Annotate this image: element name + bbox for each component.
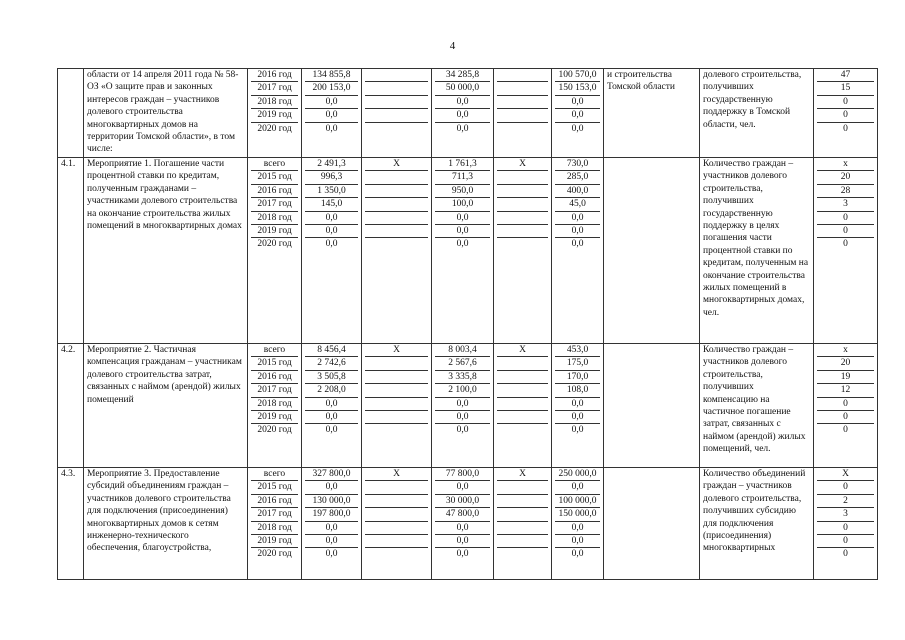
indicator-value-value: 20 — [817, 357, 874, 370]
indicator-value-value: 0 — [817, 481, 874, 494]
indicator-value-value: 3 — [817, 198, 874, 211]
indicator-value-value: 3 — [817, 508, 874, 521]
year-label: 2017 год — [251, 82, 298, 95]
amount-extra-value: 0,0 — [571, 123, 584, 134]
amount-local-value — [497, 109, 548, 122]
amount-extra-value: 0,0 — [571, 549, 584, 560]
indicator-value-value: 0 — [817, 398, 874, 411]
amount-total-value: 0,0 — [325, 123, 338, 134]
indicator — [700, 69, 814, 158]
row-number — [58, 468, 84, 580]
executor — [604, 69, 700, 158]
amount-total-value: 3 505,8 — [305, 371, 358, 384]
amount-extra-value: 0,0 — [555, 411, 600, 424]
amount-local-value — [497, 185, 548, 198]
amount-regional-value: 77 800,0 — [435, 468, 490, 481]
amount-extra-value: 108,0 — [555, 384, 600, 397]
amount-local-value — [497, 225, 548, 238]
amount-total-value: 1 350,0 — [305, 185, 358, 198]
row-number-text: 4.1. — [61, 159, 76, 169]
executor-text: и строительства Томской области — [607, 70, 675, 93]
year-label: 2019 год — [251, 225, 298, 238]
indicator-value-value: 0 — [843, 549, 848, 560]
amount-extra-value: 0,0 — [555, 225, 600, 238]
amount-federal-value — [365, 535, 428, 548]
amount-total-value: 0,0 — [305, 522, 358, 535]
indicator-value-value: 15 — [817, 82, 874, 95]
amount-federal — [362, 69, 432, 158]
amount-total — [302, 69, 362, 158]
amount-extra-value: 100 570,0 — [555, 69, 600, 82]
year-label: 2020 год — [257, 549, 292, 560]
amount-total-value: 2 742,6 — [305, 357, 358, 370]
amount-regional-value: 100,0 — [435, 198, 490, 211]
measure-description — [84, 69, 248, 158]
amount-extra-value: 0,0 — [571, 239, 584, 250]
indicator-value-value: 0 — [817, 535, 874, 548]
amount-total-value: 0,0 — [305, 535, 358, 548]
amount-extra — [552, 344, 604, 468]
amount-local-value — [497, 198, 548, 211]
amount-extra — [552, 158, 604, 344]
amount-regional-value: 950,0 — [435, 185, 490, 198]
amount-extra-value: 0,0 — [555, 522, 600, 535]
amount-total-value: 0,0 — [325, 549, 338, 560]
amount-federal — [362, 158, 432, 344]
amount-local — [494, 468, 552, 580]
amount-regional-value: 0,0 — [435, 535, 490, 548]
amount-regional — [432, 69, 494, 158]
amount-local-value — [497, 424, 548, 436]
year-label: 2017 год — [251, 198, 298, 211]
indicator-value-value: 0 — [843, 123, 848, 134]
amount-federal-value — [365, 548, 428, 560]
amount-local-value — [497, 548, 548, 560]
executor — [604, 158, 700, 344]
amount-total — [302, 158, 362, 344]
amount-local-value — [497, 384, 548, 397]
amount-regional — [432, 158, 494, 344]
amount-total-value: 327 800,0 — [305, 468, 358, 481]
amount-local-value — [497, 411, 548, 424]
indicator-value-value: 0 — [843, 239, 848, 250]
amount-local-value: X — [497, 468, 548, 481]
indicator-value-value: x — [817, 158, 874, 171]
row-number — [58, 344, 84, 468]
amount-total-value: 2 208,0 — [305, 384, 358, 397]
indicator-value-value: 0 — [817, 225, 874, 238]
amount-local-value — [497, 481, 548, 494]
year-label: всего — [251, 344, 298, 357]
amount-regional-value: 30 000,0 — [435, 495, 490, 508]
amount-local-value — [497, 535, 548, 548]
amount-regional-value: 0,0 — [456, 239, 469, 250]
indicator-value-value: 0 — [817, 522, 874, 535]
year-label: 2018 год — [251, 212, 298, 225]
amount-regional-value: 0,0 — [456, 425, 469, 436]
amount-total — [302, 468, 362, 580]
amount-regional-value: 0,0 — [435, 481, 490, 494]
amount-extra-value: 170,0 — [555, 371, 600, 384]
amount-regional-value: 0,0 — [435, 398, 490, 411]
measure-description-text: Мероприятие 2. Частичная компенсация гражданам – участникам долевого строительства затрат, связанных с наймом (арендой) жилых помещений — [87, 345, 242, 405]
amount-total-value: 0,0 — [305, 212, 358, 225]
amount-local-value — [497, 357, 548, 370]
amount-federal-value — [365, 69, 428, 82]
amount-federal-value: X — [365, 468, 428, 481]
amount-extra-value: 150 000,0 — [555, 508, 600, 521]
amount-local-value: X — [497, 344, 548, 357]
amount-extra-value: 285,0 — [555, 171, 600, 184]
measure-description-text: Мероприятие 3. Предоставление субсидий объединениям граждан – участников долевого строительства для подключения (присоединения) многоквартирных домов к сетям инженерно-технического обеспечения, благоустройства, — [87, 469, 231, 554]
year-label: 2015 год — [251, 171, 298, 184]
amount-total-value: 8 456,4 — [305, 344, 358, 357]
amount-total-value: 0,0 — [305, 481, 358, 494]
table-body — [58, 69, 878, 580]
year-label: 2020 год — [257, 123, 292, 134]
year-label: 2016 год — [251, 495, 298, 508]
indicator — [700, 344, 814, 468]
amount-total-value: 197 800,0 — [305, 508, 358, 521]
year-column — [248, 158, 302, 344]
indicator-value-value: X — [817, 468, 874, 481]
amount-extra-value: 730,0 — [555, 158, 600, 171]
indicator-value-value: x — [817, 344, 874, 357]
amount-local-value — [497, 69, 548, 82]
amount-local-value — [497, 238, 548, 250]
amount-extra-value: 0,0 — [555, 535, 600, 548]
amount-extra-value: 0,0 — [571, 425, 584, 436]
year-label: 2016 год — [251, 185, 298, 198]
amount-local-value — [497, 371, 548, 384]
measure-description — [84, 468, 248, 580]
year-column — [248, 468, 302, 580]
amount-extra-value: 100 000,0 — [555, 495, 600, 508]
amount-federal-value — [365, 495, 428, 508]
year-label: всего — [251, 468, 298, 481]
year-label: 2017 год — [251, 508, 298, 521]
amount-total-value: 145,0 — [305, 198, 358, 211]
indicator-value — [814, 468, 878, 580]
table-row — [58, 69, 878, 158]
year-label: всего — [251, 158, 298, 171]
amount-total-value: 0,0 — [325, 425, 338, 436]
amount-federal-value — [365, 123, 428, 135]
amount-regional-value: 1 761,3 — [435, 158, 490, 171]
amount-regional-value: 0,0 — [435, 522, 490, 535]
page-number: 4 — [449, 40, 456, 52]
amount-regional-value: 0,0 — [435, 411, 490, 424]
amount-local-value: X — [497, 158, 548, 171]
amount-regional-value: 8 003,4 — [435, 344, 490, 357]
executor — [604, 468, 700, 580]
year-column — [248, 344, 302, 468]
year-label: 2018 год — [251, 96, 298, 109]
amount-extra-value: 0,0 — [555, 212, 600, 225]
amount-local-value — [497, 171, 548, 184]
indicator — [700, 468, 814, 580]
amount-total-value: 0,0 — [305, 96, 358, 109]
amount-total-value: 200 153,0 — [305, 82, 358, 95]
amount-regional-value: 711,3 — [435, 171, 490, 184]
amount-local-value — [497, 123, 548, 135]
amount-extra-value: 400,0 — [555, 185, 600, 198]
amount-federal-value — [365, 96, 428, 109]
amount-total-value: 130 000,0 — [305, 495, 358, 508]
indicator-value — [814, 158, 878, 344]
amount-regional-value: 2 567,6 — [435, 357, 490, 370]
measure-description-text: области от 14 апреля 2011 года № 58-ОЗ «О защите прав и законных интересов граждан – участников долевого строительства многоквартирных домов на территории Томской области», в том числе: — [87, 70, 239, 155]
amount-federal — [362, 344, 432, 468]
amount-regional-value: 2 100,0 — [435, 384, 490, 397]
indicator-value-value: 0 — [817, 96, 874, 109]
amount-federal-value — [365, 171, 428, 184]
indicator-value-value: 19 — [817, 371, 874, 384]
amount-local-value — [497, 212, 548, 225]
amount-federal-value — [365, 384, 428, 397]
amount-regional-value: 0,0 — [435, 212, 490, 225]
amount-local — [494, 158, 552, 344]
amount-regional-value: 0,0 — [435, 225, 490, 238]
indicator-value-value: 0 — [843, 425, 848, 436]
amount-extra-value: 453,0 — [555, 344, 600, 357]
amount-local-value — [497, 398, 548, 411]
table-row — [58, 158, 878, 344]
year-label: 2016 год — [251, 69, 298, 82]
amount-federal-value — [365, 225, 428, 238]
year-label: 2020 год — [257, 425, 292, 436]
year-label: 2019 год — [251, 411, 298, 424]
amount-local-value — [497, 508, 548, 521]
amount-total-value: 0,0 — [305, 411, 358, 424]
amount-local-value — [497, 82, 548, 95]
amount-total-value: 0,0 — [305, 225, 358, 238]
year-label: 2019 год — [251, 109, 298, 122]
amount-extra-value: 45,0 — [555, 198, 600, 211]
amount-federal-value — [365, 357, 428, 370]
amount-extra — [552, 69, 604, 158]
indicator-text: Количество граждан – участников долевого строительства, получивших государственную поддержку в целях погашения части процентной ставки по кредитам, полученным на окончание строительства жилых помещений в многоквартирных домах, чел. — [703, 159, 809, 318]
table-row — [58, 344, 878, 468]
year-label: 2018 год — [251, 398, 298, 411]
amount-federal-value — [365, 185, 428, 198]
amount-total-value: 996,3 — [305, 171, 358, 184]
amount-regional-value: 0,0 — [435, 96, 490, 109]
amount-regional-value: 0,0 — [456, 123, 469, 134]
amount-federal-value — [365, 212, 428, 225]
indicator — [700, 158, 814, 344]
indicator-value-value: 20 — [817, 171, 874, 184]
table-row — [58, 468, 878, 580]
amount-total-value: 0,0 — [305, 398, 358, 411]
amount-federal-value — [365, 198, 428, 211]
amount-federal-value — [365, 481, 428, 494]
row-number-text: 4.2. — [61, 345, 76, 355]
amount-local-value — [497, 96, 548, 109]
indicator-value-value: 12 — [817, 384, 874, 397]
amount-local — [494, 344, 552, 468]
amount-regional-value: 0,0 — [456, 549, 469, 560]
executor — [604, 344, 700, 468]
amount-total-value: 2 491,3 — [305, 158, 358, 171]
indicator-value — [814, 344, 878, 468]
amount-regional-value: 0,0 — [435, 109, 490, 122]
year-label: 2018 год — [251, 522, 298, 535]
indicator-value-value: 0 — [817, 212, 874, 225]
year-label: 2017 год — [251, 384, 298, 397]
amount-federal-value — [365, 238, 428, 250]
amount-regional-value: 50 000,0 — [435, 82, 490, 95]
amount-extra-value: 0,0 — [555, 398, 600, 411]
year-label: 2015 год — [251, 357, 298, 370]
amount-local-value — [497, 495, 548, 508]
amount-extra-value: 175,0 — [555, 357, 600, 370]
amount-federal-value — [365, 371, 428, 384]
amount-federal — [362, 468, 432, 580]
amount-federal-value: X — [365, 158, 428, 171]
indicator-value — [814, 69, 878, 158]
amount-federal-value — [365, 109, 428, 122]
indicator-value-value: 0 — [817, 109, 874, 122]
amount-federal-value — [365, 398, 428, 411]
amount-regional-value: 34 285,8 — [435, 69, 490, 82]
amount-regional-value: 3 335,8 — [435, 371, 490, 384]
amount-regional — [432, 468, 494, 580]
measure-description-text: Мероприятие 1. Погашение части процентной ставки по кредитам, полученным гражданами – участниками долевого строительства на окончание строительства жилых помещений в многоквартирных домах — [87, 159, 242, 232]
amount-regional-value: 47 800,0 — [435, 508, 490, 521]
indicator-text: Количество граждан – участников долевого строительства, получивших компенсацию на частичное погашение затрат, связанных с наймом (арендой) жилых помещений, чел. — [703, 345, 806, 455]
indicator-value-value: 2 — [817, 495, 874, 508]
amount-total-value: 0,0 — [325, 239, 338, 250]
amount-federal-value — [365, 82, 428, 95]
measure-description — [84, 158, 248, 344]
amount-regional — [432, 344, 494, 468]
amount-local-value — [497, 522, 548, 535]
row-number — [58, 158, 84, 344]
amount-federal-value — [365, 508, 428, 521]
year-label: 2020 год — [257, 239, 292, 250]
amount-total-value: 0,0 — [305, 109, 358, 122]
amount-federal-value — [365, 522, 428, 535]
amount-extra-value: 0,0 — [555, 109, 600, 122]
row-number — [58, 69, 84, 158]
amount-total — [302, 344, 362, 468]
indicator-value-value: 28 — [817, 185, 874, 198]
amount-extra-value: 150 153,0 — [555, 82, 600, 95]
amount-extra-value: 0,0 — [555, 96, 600, 109]
amount-total-value: 134 855,8 — [305, 69, 358, 82]
program-table — [57, 68, 878, 580]
measure-description — [84, 344, 248, 468]
year-label: 2019 год — [251, 535, 298, 548]
year-label: 2016 год — [251, 371, 298, 384]
indicator-text: Количество объединений граждан – участников долевого строительства, получивших субсидию для подключения (присоединения) многоквартирных — [703, 469, 806, 554]
amount-federal-value: X — [365, 344, 428, 357]
year-label: 2015 год — [251, 481, 298, 494]
year-column — [248, 69, 302, 158]
amount-federal-value — [365, 411, 428, 424]
amount-federal-value — [365, 424, 428, 436]
amount-local — [494, 69, 552, 158]
amount-extra-value: 250 000,0 — [555, 468, 600, 481]
amount-extra — [552, 468, 604, 580]
amount-extra-value: 0,0 — [555, 481, 600, 494]
indicator-value-value: 0 — [817, 411, 874, 424]
indicator-text: долевого строительства, получивших государственную поддержку в Томской области, чел. — [703, 70, 802, 130]
indicator-value-value: 47 — [817, 69, 874, 82]
row-number-text: 4.3. — [61, 469, 76, 479]
